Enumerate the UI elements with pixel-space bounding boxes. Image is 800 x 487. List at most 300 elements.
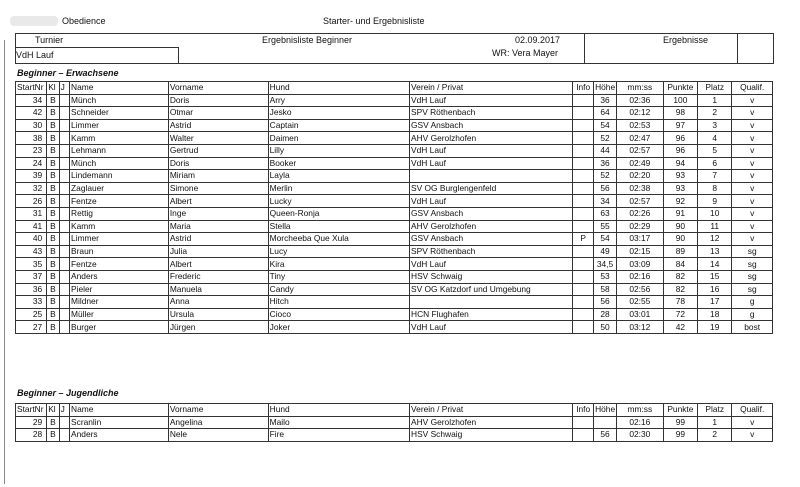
points-cell: 84: [663, 258, 697, 271]
table-row: [16, 119, 773, 132]
qualification-cell: v: [732, 107, 773, 120]
club-cell: SPV Röthenbach: [410, 245, 573, 258]
column-header: mm:ss: [616, 404, 663, 417]
junior-cell: [59, 132, 69, 145]
dog-cell: Lucky: [268, 195, 409, 208]
info-cell: [573, 245, 594, 258]
name-cell: Fentze: [70, 258, 169, 271]
rank-cell: 13: [698, 245, 732, 258]
start-nr-cell: 40: [16, 233, 47, 246]
vorname-cell: Doris: [168, 94, 268, 107]
vorname-cell: Inge: [168, 207, 268, 220]
qualification-cell: v: [732, 429, 773, 442]
dog-cell: Hitch: [268, 296, 409, 309]
info-cell: [573, 416, 594, 429]
start-nr-cell: 30: [16, 119, 47, 132]
club-cell: SPV Röthenbach: [410, 107, 573, 120]
column-header: Kl: [47, 82, 59, 95]
start-nr-cell: 29: [16, 416, 47, 429]
vorname-cell: Astrid: [168, 119, 268, 132]
dog-cell: Arry: [268, 94, 409, 107]
column-header: Info: [573, 82, 594, 95]
dog-cell: Fire: [268, 429, 409, 442]
table-row: [16, 270, 773, 283]
time-cell: 02:20: [616, 170, 663, 183]
club-cell: VdH Lauf: [410, 157, 573, 170]
column-header: Name: [70, 82, 169, 95]
class-cell: B: [47, 119, 59, 132]
info-cell: [573, 220, 594, 233]
points-cell: 99: [663, 416, 697, 429]
name-cell: Zaglauer: [70, 182, 169, 195]
name-cell: Burger: [70, 321, 169, 334]
rank-cell: 8: [698, 182, 732, 195]
class-cell: B: [47, 308, 59, 321]
height-cell: 58: [594, 283, 617, 296]
points-cell: 78: [663, 296, 697, 309]
class-cell: B: [47, 207, 59, 220]
event-prefix: Turnier: [35, 35, 64, 45]
header-divider: [178, 47, 179, 63]
dog-cell: Joker: [268, 321, 409, 334]
dog-cell: Tiny: [268, 270, 409, 283]
rank-cell: 19: [698, 321, 732, 334]
info-cell: [573, 308, 594, 321]
points-cell: 93: [663, 182, 697, 195]
name-cell: Kamm: [70, 132, 169, 145]
table-row: [16, 107, 773, 120]
rank-cell: 1: [698, 416, 732, 429]
name-cell: Braun: [70, 245, 169, 258]
start-nr-cell: 34: [16, 94, 47, 107]
height-cell: 44: [594, 144, 617, 157]
vorname-cell: Manuela: [168, 283, 268, 296]
start-nr-cell: 36: [16, 283, 47, 296]
rank-cell: 3: [698, 119, 732, 132]
vorname-cell: Miriam: [168, 170, 268, 183]
time-cell: 02:29: [616, 220, 663, 233]
table-row: [16, 94, 773, 107]
name-cell: Anders: [70, 429, 169, 442]
rank-cell: 7: [698, 170, 732, 183]
qualification-cell: v: [732, 233, 773, 246]
start-nr-cell: 39: [16, 170, 47, 183]
table-header-row: [16, 404, 773, 417]
rank-cell: 11: [698, 220, 732, 233]
rank-cell: 2: [698, 107, 732, 120]
name-cell: Kamm: [70, 220, 169, 233]
time-cell: 02:57: [616, 195, 663, 208]
dog-cell: Kira: [268, 258, 409, 271]
column-header: Höhe: [595, 82, 616, 93]
club-cell: VdH Lauf: [410, 258, 573, 271]
rank-cell: 16: [698, 283, 732, 296]
junior-cell: [59, 416, 69, 429]
qualification-cell: sg: [732, 270, 773, 283]
time-cell: 02:16: [616, 416, 663, 429]
club-cell: VdH Lauf: [410, 195, 573, 208]
junior-cell: [59, 107, 69, 120]
rank-cell: 2: [698, 429, 732, 442]
header-smudge: [10, 16, 58, 26]
club-cell: AHV Gerolzhofen: [410, 416, 573, 429]
start-nr-cell: 27: [16, 321, 47, 334]
rank-cell: 9: [698, 195, 732, 208]
time-cell: 02:30: [616, 429, 663, 442]
column-header: Vorname: [168, 404, 268, 417]
class-cell: B: [47, 270, 59, 283]
event-date: 02.09.2017: [515, 35, 561, 45]
time-cell: 02:26: [616, 207, 663, 220]
name-cell: Limmer: [70, 233, 169, 246]
vorname-cell: Jürgen: [168, 321, 268, 334]
time-cell: 03:01: [616, 308, 663, 321]
junior-cell: [59, 195, 69, 208]
points-cell: 82: [663, 270, 697, 283]
info-cell: [573, 429, 594, 442]
class-cell: B: [47, 132, 59, 145]
class-cell: B: [47, 182, 59, 195]
column-header: mm:ss: [616, 82, 663, 95]
height-cell: 49: [594, 245, 617, 258]
time-cell: 02:49: [616, 157, 663, 170]
class-cell: B: [47, 170, 59, 183]
junior-cell: [59, 308, 69, 321]
height-cell: 36: [594, 94, 617, 107]
qualification-cell: sg: [732, 283, 773, 296]
club-cell: HSV Schwaig: [410, 429, 573, 442]
class-cell: B: [47, 296, 59, 309]
judge-name: WR: Vera Mayer: [492, 48, 559, 58]
table-row: [16, 296, 773, 309]
junior-cell: [59, 144, 69, 157]
time-cell: 02:36: [616, 94, 663, 107]
junior-cell: [59, 182, 69, 195]
column-header: Hund: [268, 404, 409, 417]
start-nr-cell: 26: [16, 195, 47, 208]
points-cell: 96: [663, 144, 697, 157]
rank-cell: 15: [698, 270, 732, 283]
info-cell: [573, 157, 594, 170]
junior-cell: [59, 245, 69, 258]
time-cell: 03:17: [616, 233, 663, 246]
info-cell: P: [573, 233, 594, 246]
junior-cell: [59, 270, 69, 283]
time-cell: 02:57: [616, 144, 663, 157]
junior-cell: [59, 321, 69, 334]
class-cell: B: [47, 245, 59, 258]
table-row: [16, 207, 773, 220]
column-header: Hund: [268, 82, 409, 95]
name-cell: Münch: [70, 94, 169, 107]
club-cell: VdH Lauf: [410, 94, 573, 107]
time-cell: 02:53: [616, 119, 663, 132]
qualification-cell: sg: [732, 245, 773, 258]
vorname-cell: Gertrud: [168, 144, 268, 157]
name-cell: Anders: [70, 270, 169, 283]
club-cell: HSV Schwaig: [410, 270, 573, 283]
junior-cell: [59, 429, 69, 442]
start-nr-cell: 31: [16, 207, 47, 220]
dog-cell: Captain: [268, 119, 409, 132]
points-cell: 97: [663, 119, 697, 132]
name-cell: Mildner: [70, 296, 169, 309]
points-cell: 90: [663, 233, 697, 246]
junior-cell: [59, 170, 69, 183]
column-header: Verein / Privat: [410, 82, 573, 95]
club-cell: GSV Ansbach: [410, 207, 573, 220]
column-header: Info: [573, 404, 594, 417]
points-cell: 93: [663, 170, 697, 183]
info-cell: [573, 321, 594, 334]
time-cell: 02:15: [616, 245, 663, 258]
qualification-cell: g: [732, 296, 773, 309]
points-cell: 94: [663, 157, 697, 170]
vorname-cell: Anna: [168, 296, 268, 309]
info-cell: [573, 132, 594, 145]
class-cell: B: [47, 233, 59, 246]
height-cell: 64: [594, 107, 617, 120]
class-cell: B: [47, 220, 59, 233]
rank-cell: 5: [698, 144, 732, 157]
vorname-cell: Doris: [168, 157, 268, 170]
dog-cell: Stella: [268, 220, 409, 233]
time-cell: 02:38: [616, 182, 663, 195]
club-cell: AHV Gerolzhofen: [410, 220, 573, 233]
qualification-cell: bost: [732, 321, 773, 334]
class-cell: B: [47, 195, 59, 208]
club-cell: GSV Ansbach: [410, 119, 573, 132]
vorname-cell: Nele: [168, 429, 268, 442]
class-cell: B: [47, 258, 59, 271]
class-cell: B: [47, 157, 59, 170]
table-header-row: [16, 82, 773, 95]
vorname-cell: Angelina: [168, 416, 268, 429]
start-nr-cell: 28: [16, 429, 47, 442]
qualification-cell: v: [732, 195, 773, 208]
height-cell: 52: [594, 170, 617, 183]
name-cell: Pieler: [70, 283, 169, 296]
height-cell: 63: [594, 207, 617, 220]
column-header: J: [59, 404, 69, 417]
class-cell: B: [47, 144, 59, 157]
column-header: Punkte: [663, 82, 697, 95]
dog-cell: Merlin: [268, 182, 409, 195]
name-cell: Limmer: [70, 119, 169, 132]
rank-cell: 14: [698, 258, 732, 271]
vorname-cell: Maria: [168, 220, 268, 233]
start-nr-cell: 32: [16, 182, 47, 195]
points-cell: 82: [663, 283, 697, 296]
column-header: StartNr: [16, 404, 47, 417]
name-cell: Schneider: [70, 107, 169, 120]
height-cell: 28: [594, 308, 617, 321]
info-cell: [573, 207, 594, 220]
junior-cell: [59, 207, 69, 220]
dog-cell: Layla: [268, 170, 409, 183]
qualification-cell: v: [732, 220, 773, 233]
sport-label: Obedience: [62, 16, 106, 26]
points-cell: 98: [663, 107, 697, 120]
points-cell: 90: [663, 220, 697, 233]
junior-cell: [59, 119, 69, 132]
height-cell: 56: [594, 182, 617, 195]
start-nr-cell: 24: [16, 157, 47, 170]
club-cell: HCN Flughafen: [410, 308, 573, 321]
table-row: [16, 157, 773, 170]
column-header: Qualif.: [732, 82, 773, 95]
vorname-cell: Simone: [168, 182, 268, 195]
name-cell: Lehmann: [70, 144, 169, 157]
start-nr-cell: 35: [16, 258, 47, 271]
rank-cell: 1: [698, 94, 732, 107]
dog-cell: Queen-Ronja: [268, 207, 409, 220]
start-nr-cell: 41: [16, 220, 47, 233]
club-cell: GSV Ansbach: [410, 233, 573, 246]
rank-cell: 4: [698, 132, 732, 145]
dog-cell: Candy: [268, 283, 409, 296]
club-cell: SV OG Katzdorf und Umgebung: [410, 283, 573, 296]
time-cell: 02:16: [616, 270, 663, 283]
info-cell: [573, 107, 594, 120]
column-header: Name: [70, 404, 169, 417]
vorname-cell: Albert: [168, 195, 268, 208]
column-header: StartNr: [16, 82, 47, 95]
time-cell: 02:47: [616, 132, 663, 145]
table-row: [16, 233, 773, 246]
name-cell: Müller: [70, 308, 169, 321]
height-cell: 54: [594, 233, 617, 246]
junior-cell: [59, 94, 69, 107]
points-cell: 99: [663, 429, 697, 442]
info-cell: [573, 119, 594, 132]
qualification-cell: v: [732, 94, 773, 107]
table-row: [16, 182, 773, 195]
qualification-cell: v: [732, 157, 773, 170]
points-cell: 92: [663, 195, 697, 208]
points-cell: 42: [663, 321, 697, 334]
dog-cell: Jesko: [268, 107, 409, 120]
column-header: Platz: [698, 404, 732, 417]
club-cell: SV OG Burglengenfeld: [410, 182, 573, 195]
table-row: [16, 220, 773, 233]
section-title-youth: Beginner – Jugendliche: [17, 388, 119, 398]
qualification-cell: v: [732, 207, 773, 220]
rank-cell: 18: [698, 308, 732, 321]
junior-cell: [59, 258, 69, 271]
info-cell: [573, 144, 594, 157]
junior-cell: [59, 296, 69, 309]
table-row: [16, 245, 773, 258]
table-row: [16, 429, 773, 442]
name-cell: Scranlin: [70, 416, 169, 429]
time-cell: 02:55: [616, 296, 663, 309]
rank-cell: 17: [698, 296, 732, 309]
junior-cell: [59, 283, 69, 296]
scan-edge: [4, 40, 5, 484]
results-table-youth: [15, 403, 773, 442]
table-row: [16, 144, 773, 157]
column-header: Kl: [47, 404, 59, 417]
club-cell: VdH Lauf: [410, 144, 573, 157]
points-cell: 91: [663, 207, 697, 220]
column-header: Punkte: [663, 404, 697, 417]
time-cell: 03:12: [616, 321, 663, 334]
junior-cell: [59, 233, 69, 246]
vorname-cell: Astrid: [168, 233, 268, 246]
height-cell: 55: [594, 220, 617, 233]
dog-cell: Mailo: [268, 416, 409, 429]
qualification-cell: v: [732, 144, 773, 157]
height-cell: 34: [594, 195, 617, 208]
vorname-cell: Ursula: [168, 308, 268, 321]
vorname-cell: Walter: [168, 132, 268, 145]
qualification-cell: v: [732, 119, 773, 132]
start-nr-cell: 42: [16, 107, 47, 120]
class-cell: B: [47, 94, 59, 107]
qualification-cell: g: [732, 308, 773, 321]
qualification-cell: v: [732, 182, 773, 195]
qualification-cell: v: [732, 416, 773, 429]
table-row: [16, 170, 773, 183]
name-cell: Fentze: [70, 195, 169, 208]
column-header: Höhe: [595, 404, 616, 415]
vorname-cell: Albert: [168, 258, 268, 271]
class-cell: B: [47, 321, 59, 334]
start-nr-cell: 25: [16, 308, 47, 321]
column-header: Verein / Privat: [410, 404, 573, 417]
height-cell: 50: [594, 321, 617, 334]
dog-cell: Booker: [268, 157, 409, 170]
sheet-title: Starter- und Ergebnisliste: [323, 16, 425, 26]
height-cell: 54: [594, 119, 617, 132]
start-nr-cell: 23: [16, 144, 47, 157]
junior-cell: [59, 220, 69, 233]
name-cell: Rettig: [70, 207, 169, 220]
list-name: Ergebnisliste Beginner: [262, 35, 353, 45]
start-nr-cell: 33: [16, 296, 47, 309]
section-title-adults: Beginner – Erwachsene: [17, 68, 119, 78]
table-row: [16, 416, 773, 429]
height-cell: [594, 416, 617, 429]
table-row: [16, 308, 773, 321]
points-cell: 100: [663, 94, 697, 107]
club-cell: [410, 170, 573, 183]
name-cell: Münch: [70, 157, 169, 170]
class-cell: B: [47, 416, 59, 429]
rank-cell: 6: [698, 157, 732, 170]
header-divider: [737, 33, 738, 63]
table-row: [16, 132, 773, 145]
column-header: J: [59, 82, 69, 95]
height-cell: 34,5: [594, 258, 617, 271]
info-cell: [573, 182, 594, 195]
column-header: Platz: [698, 82, 732, 95]
dog-cell: Morcheeba Que Xula: [268, 233, 409, 246]
points-cell: 89: [663, 245, 697, 258]
info-cell: [573, 283, 594, 296]
table-row: [16, 258, 773, 271]
table-row: [16, 321, 773, 334]
class-cell: B: [47, 107, 59, 120]
column-header: Vorname: [168, 82, 268, 95]
club-cell: [410, 296, 573, 309]
header-divider: [15, 47, 178, 48]
club-cell: VdH Lauf: [410, 321, 573, 334]
club-cell: AHV Gerolzhofen: [410, 132, 573, 145]
start-nr-cell: 37: [16, 270, 47, 283]
table-row: [16, 283, 773, 296]
